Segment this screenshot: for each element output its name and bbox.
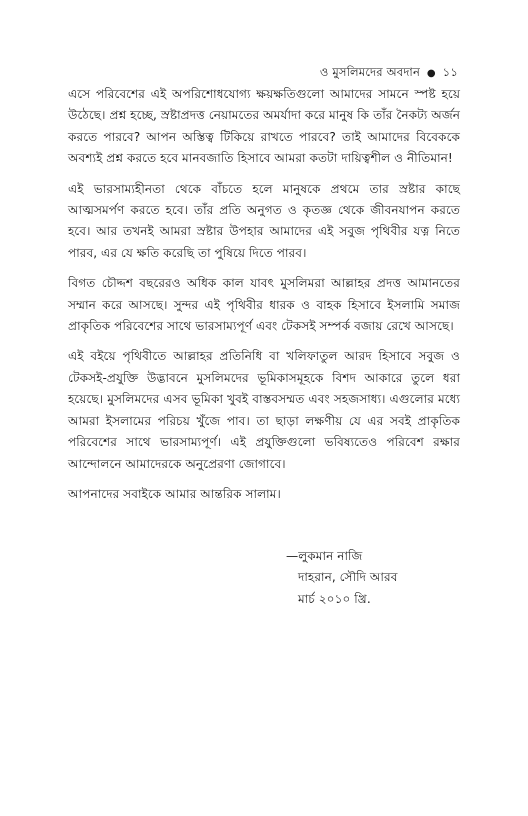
bullet-icon: ●: [426, 68, 436, 79]
paragraph-3: বিগত চৌদ্দশ বছরেরও অধিক কাল যাবৎ মুসলিমরা আল্লাহর প্রদত্ত আমানতের সম্মান করে আসছে। সুন্দর এই পৃথিবীর ধারক ও বাহক হিসাবে ইসলামি সমাজ প্রাকৃতিক পরিবেশের সাথে ভারসাম্যপূর্ণ এবং টেকসই সম্পর্ক বজায় রেখে আসছে।: [68, 276, 460, 334]
paragraph-1: এসে পরিবেশের এই অপরিশোধযোগ্য ক্ষয়ক্ষতিগুলো আমাদের সামনে স্পষ্ট হয়ে উঠেছে। প্রশ্ন হচ্ছে, স্রষ্টাপ্রদত্ত নেয়ামতের অমর্যাদা করে মানুষ কি তাঁর নৈকট্য অর্জন করতে পারবে? আপন অস্তিত্ব টিকিয়ে রাখতে পারবে? তাই আমাদের বিবেককে অবশ্যই প্রশ্ন করতে হবে মানবজাতি হিসাবে আমরা কতটা দায়িত্বশীল ও নীতিমান!: [68, 87, 460, 166]
paragraph-2: এই ভারসাম্যহীনতা থেকে বাঁচতে হলে মানুষকে প্রথমে তার স্রষ্টার কাছে আত্মসমর্পণ করতে হবে। তাঁর প্রতি অনুগত ও কৃতজ্ঞ থেকে জীবনযাপন করতে হবে। আর তখনই আমরা স্রষ্টার উপহার আমাদের এই সবুজ পৃথিবীর যত্ন নিতে পারব, এর যে ক্ষতি করেছি তা পুষিয়ে দিতে পারব।: [68, 181, 460, 260]
paragraph-closing: আপনাদের সবাইকে আমার আন্তরিক সালাম।: [68, 486, 281, 501]
running-head: [320, 64, 458, 83]
signature-block: [286, 546, 398, 610]
running-head-title: ও মুসলিমদের অবদান: [319, 65, 421, 79]
body-text: [68, 84, 460, 514]
page-number: ১১: [442, 65, 458, 79]
paragraph-4: এই বইয়ে পৃথিবীতে আল্লাহর প্রতিনিধি বা খলিফাতুল আরদ হিসাবে সবুজ ও টেকসই-প্রযুক্তি উদ্ভাবনে মুসলিমদের ভূমিকাসমূহকে বিশদ আকারে তুলে ধরা হয়েছে। মুসলিমদের এসব ভূমিকা খুবই বাস্তবসম্মত এবং সহজসাধ্য। এগুলোর মধ্যে আমরা ইসলামের পরিচয় খুঁজে পাব। তা ছাড়া লক্ষণীয় যে এর সবই প্রাকৃতিক পরিবেশের সাথে ভারসাম্যপূর্ণ। এই প্রযুক্তিগুলো ভবিষ্যতেও পরিবেশ রক্ষার আন্দোলনে আমাদেরকে অনুপ্রেরণা জোগাবে।: [68, 349, 460, 471]
author-name: —লুকমান নাজি: [286, 549, 363, 563]
author-place: দাহরান, সৌদি আরব: [298, 570, 398, 585]
author-date: মার্চ ২০১০ খ্রি.: [298, 591, 371, 606]
